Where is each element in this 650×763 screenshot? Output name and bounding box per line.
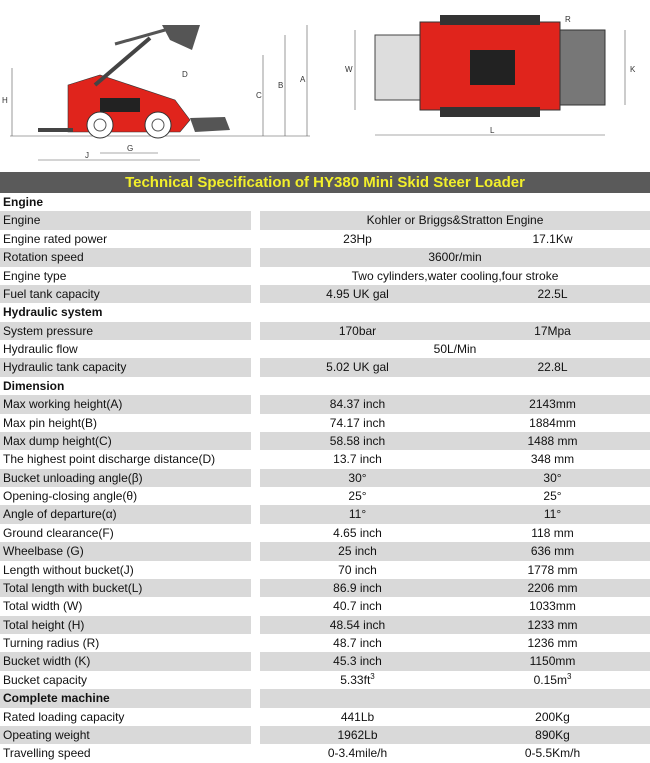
spec-row bbox=[0, 358, 650, 376]
spec-value-metric: 2143mm bbox=[529, 397, 576, 412]
svg-text:D: D bbox=[182, 70, 188, 79]
spec-value-metric: 1488 mm bbox=[527, 433, 578, 448]
svg-text:A: A bbox=[300, 75, 306, 84]
spec-label: Length without bucket(J) bbox=[3, 562, 134, 577]
spec-row bbox=[0, 230, 650, 248]
spec-value-metric: $0.15m^3$ bbox=[533, 671, 572, 687]
spec-row bbox=[0, 524, 650, 542]
spec-label: Total height (H) bbox=[0, 616, 251, 634]
spec-value: 50L/Min bbox=[433, 342, 477, 356]
column-gap bbox=[251, 267, 260, 285]
spec-row bbox=[0, 579, 650, 597]
spec-label: Bucket width (K) bbox=[0, 652, 251, 670]
spec-label: The highest point discharge distance(D) bbox=[3, 452, 216, 467]
spec-value-cell bbox=[260, 450, 650, 468]
spec-label: Engine bbox=[3, 195, 44, 209]
spec-label: Complete machine bbox=[0, 689, 251, 707]
spec-value-imperial: 25° bbox=[348, 489, 367, 503]
spec-value-imperial: 30° bbox=[348, 470, 367, 485]
spec-value-imperial: 0-3.4mile/h bbox=[327, 746, 388, 761]
column-gap bbox=[251, 671, 260, 689]
column-gap bbox=[251, 285, 260, 303]
spec-label: Total length with bucket(L) bbox=[0, 579, 251, 597]
spec-value-cell bbox=[260, 524, 650, 542]
spec-label: Engine type bbox=[3, 268, 67, 283]
spec-value: 3600r/min bbox=[428, 250, 482, 265]
spec-label: Max dump height(C) bbox=[0, 432, 251, 450]
spec-value-cell bbox=[260, 505, 650, 523]
spec-value-metric: 1236 mm bbox=[527, 636, 578, 650]
spec-value-imperial: 48.7 inch bbox=[333, 636, 382, 650]
spec-value-metric: 1884mm bbox=[529, 415, 576, 430]
spec-value-metric: 11° bbox=[543, 507, 562, 522]
spec-row bbox=[0, 267, 650, 285]
spec-row bbox=[0, 395, 650, 413]
column-gap bbox=[251, 597, 260, 615]
spec-value-imperial: 25 inch bbox=[338, 544, 377, 559]
spec-value-imperial: 58.58 inch bbox=[329, 433, 386, 448]
spec-value-cell bbox=[260, 597, 650, 615]
column-gap bbox=[251, 616, 260, 634]
column-gap bbox=[251, 634, 260, 652]
spec-value-metric: 1150mm bbox=[529, 654, 576, 669]
spec-label: Max pin height(B) bbox=[3, 415, 98, 430]
spec-label: Wheelbase (G) bbox=[0, 542, 251, 560]
spec-value-cell bbox=[260, 708, 650, 726]
spec-label: Hydraulic tank capacity bbox=[0, 358, 251, 376]
spec-label: Turning radius (R) bbox=[3, 636, 100, 650]
spec-row bbox=[0, 744, 650, 762]
spec-value-imperial: 40.7 inch bbox=[333, 599, 382, 614]
spec-value-imperial: 170bar bbox=[338, 323, 377, 338]
spec-value: Kohler or Briggs&Stratton Engine bbox=[366, 213, 544, 228]
spec-label: Rated loading capacity bbox=[3, 709, 125, 724]
spec-value-metric: 118 mm bbox=[531, 525, 574, 540]
spec-value-cell bbox=[260, 579, 650, 597]
spec-label: Opening-closing angle(θ) bbox=[3, 489, 138, 503]
spec-value-cell bbox=[260, 542, 650, 560]
column-gap bbox=[251, 708, 260, 726]
spec-label: Dimension bbox=[3, 378, 65, 393]
column-gap bbox=[251, 432, 260, 450]
svg-text:K: K bbox=[630, 65, 636, 74]
column-gap bbox=[251, 652, 260, 670]
spec-row bbox=[0, 248, 650, 266]
spec-value-imperial: 74.17 inch bbox=[329, 415, 386, 430]
spec-row bbox=[0, 505, 650, 523]
spec-value-cell bbox=[260, 652, 650, 670]
spec-value-metric: 1778 mm bbox=[527, 562, 578, 577]
spec-value-cell bbox=[260, 358, 650, 376]
side-view-diagram bbox=[2, 25, 310, 160]
spec-value-cell bbox=[260, 395, 650, 413]
spec-row bbox=[0, 414, 650, 432]
column-gap bbox=[251, 561, 260, 579]
section-header-row bbox=[0, 377, 650, 395]
svg-text:H: H bbox=[2, 96, 8, 105]
column-gap bbox=[251, 744, 260, 762]
spec-value-cell bbox=[260, 689, 650, 707]
spec-value-cell bbox=[260, 267, 650, 285]
spec-value-metric: 636 mm bbox=[530, 544, 575, 559]
spec-value-metric: 25° bbox=[543, 489, 562, 503]
spec-value-metric: 22.8L bbox=[537, 360, 568, 375]
spec-label: Bucket unloading angle(β) bbox=[0, 469, 251, 487]
svg-text:C: C bbox=[256, 91, 262, 100]
spec-value-cell bbox=[260, 193, 650, 211]
spec-value-metric: 17Mpa bbox=[534, 323, 571, 338]
spec-value-cell bbox=[260, 487, 650, 505]
spec-value-cell bbox=[260, 211, 650, 229]
spec-value-imperial: 45.3 inch bbox=[333, 654, 382, 669]
spec-row bbox=[0, 487, 650, 505]
svg-text:B: B bbox=[278, 81, 284, 90]
column-gap bbox=[251, 303, 260, 321]
section-header-row bbox=[0, 689, 650, 707]
spec-value-metric: 1033mm bbox=[529, 599, 576, 614]
svg-text:R: R bbox=[565, 15, 571, 24]
spec-label: Hydraulic flow bbox=[3, 342, 78, 356]
column-gap bbox=[251, 450, 260, 468]
spec-label: Bucket capacity bbox=[3, 672, 88, 687]
spec-value-imperial: 70 inch bbox=[338, 562, 377, 577]
spec-value-imperial: 84.37 inch bbox=[329, 397, 386, 412]
column-gap bbox=[251, 395, 260, 413]
svg-text:W: W bbox=[345, 65, 353, 74]
spec-value-cell bbox=[260, 561, 650, 579]
svg-text:G: G bbox=[127, 144, 134, 153]
column-gap bbox=[251, 211, 260, 229]
spec-value: Two cylinders,water cooling,four stroke bbox=[351, 268, 559, 283]
spec-value-imperial: 86.9 inch bbox=[333, 580, 382, 595]
column-gap bbox=[251, 505, 260, 523]
spec-value-cell bbox=[260, 248, 650, 266]
spec-row bbox=[0, 616, 650, 634]
spec-row bbox=[0, 469, 650, 487]
spec-value-imperial: 4.95 UK gal bbox=[326, 286, 389, 301]
spec-value-cell bbox=[260, 432, 650, 450]
spec-value-cell bbox=[260, 285, 650, 303]
spec-label: Rotation speed bbox=[0, 248, 251, 266]
spec-value-cell bbox=[260, 303, 650, 321]
spec-title: Technical Specification of HY380 Mini Skid Steer Loader bbox=[0, 172, 650, 193]
spec-row bbox=[0, 652, 650, 670]
column-gap bbox=[251, 340, 260, 358]
spec-value-cell bbox=[260, 744, 650, 762]
column-gap bbox=[251, 322, 260, 340]
column-gap bbox=[251, 469, 260, 487]
spec-table bbox=[0, 193, 650, 763]
spec-label: System pressure bbox=[0, 322, 251, 340]
section-header-row bbox=[0, 193, 650, 211]
spec-value-imperial: 48.54 inch bbox=[329, 617, 386, 632]
spec-value-metric: 1233 mm bbox=[527, 617, 578, 632]
spec-value-metric: 22.5L bbox=[537, 286, 568, 301]
column-gap bbox=[251, 377, 260, 395]
spec-row bbox=[0, 634, 650, 652]
spec-label: Opeating weight bbox=[0, 726, 251, 744]
spec-value-cell bbox=[260, 340, 650, 358]
machine-diagrams bbox=[0, 0, 650, 168]
spec-row bbox=[0, 708, 650, 726]
spec-value-imperial: 441Lb bbox=[340, 709, 375, 724]
spec-row bbox=[0, 726, 650, 744]
spec-value-metric: 30° bbox=[543, 470, 562, 485]
column-gap bbox=[251, 524, 260, 542]
spec-row bbox=[0, 671, 650, 689]
spec-row bbox=[0, 450, 650, 468]
column-gap bbox=[251, 726, 260, 744]
spec-label: Max working height(A) bbox=[0, 395, 251, 413]
spec-value-metric: 0-5.5Km/h bbox=[524, 746, 581, 761]
spec-value-cell bbox=[260, 671, 650, 689]
spec-value-imperial: 13.7 inch bbox=[333, 452, 382, 467]
spec-row bbox=[0, 340, 650, 358]
column-gap bbox=[251, 689, 260, 707]
column-gap bbox=[251, 542, 260, 560]
column-gap bbox=[251, 579, 260, 597]
spec-value-imperial: 1962Lb bbox=[337, 727, 378, 742]
column-gap bbox=[251, 414, 260, 432]
column-gap bbox=[251, 193, 260, 211]
spec-value-metric: 200Kg bbox=[535, 709, 570, 724]
spec-value-metric: 2206 mm bbox=[527, 580, 578, 595]
spec-label: Ground clearance(F) bbox=[3, 525, 114, 540]
spec-value-cell bbox=[260, 616, 650, 634]
spec-value-cell bbox=[260, 414, 650, 432]
spec-value-metric: 348 mm bbox=[530, 452, 575, 467]
spec-row bbox=[0, 285, 650, 303]
spec-value-metric: 890Kg bbox=[535, 727, 570, 742]
spec-label: Engine bbox=[0, 211, 251, 229]
column-gap bbox=[251, 358, 260, 376]
spec-label: Total width (W) bbox=[3, 599, 83, 614]
column-gap bbox=[251, 248, 260, 266]
spec-row bbox=[0, 561, 650, 579]
section-header-row bbox=[0, 303, 650, 321]
spec-value-cell bbox=[260, 377, 650, 395]
spec-row bbox=[0, 211, 650, 229]
spec-value-imperial: $5.33ft^3$ bbox=[340, 671, 375, 687]
column-gap bbox=[251, 230, 260, 248]
svg-text:J: J bbox=[85, 151, 89, 160]
spec-value-cell bbox=[260, 230, 650, 248]
top-view-diagram bbox=[345, 15, 636, 135]
spec-label: Travelling speed bbox=[3, 746, 91, 761]
spec-row bbox=[0, 597, 650, 615]
spec-value-cell bbox=[260, 322, 650, 340]
spec-value-imperial: 4.65 inch bbox=[333, 525, 382, 540]
spec-value-cell bbox=[260, 634, 650, 652]
spec-value-imperial: 23Hp bbox=[343, 231, 372, 246]
spec-row bbox=[0, 432, 650, 450]
spec-label: Fuel tank capacity bbox=[0, 285, 251, 303]
spec-row bbox=[0, 322, 650, 340]
spec-label: Hydraulic system bbox=[3, 305, 103, 320]
spec-label: Engine rated power bbox=[3, 231, 108, 246]
svg-text:L: L bbox=[490, 126, 495, 135]
spec-value-imperial: 5.02 UK gal bbox=[326, 360, 389, 375]
spec-value-cell bbox=[260, 469, 650, 487]
spec-row bbox=[0, 542, 650, 560]
spec-value-imperial: 11° bbox=[348, 507, 367, 522]
spec-value-cell bbox=[260, 726, 650, 744]
spec-value-metric: 17.1Kw bbox=[532, 231, 573, 246]
column-gap bbox=[251, 487, 260, 505]
spec-label: Angle of departure(α) bbox=[0, 505, 251, 523]
